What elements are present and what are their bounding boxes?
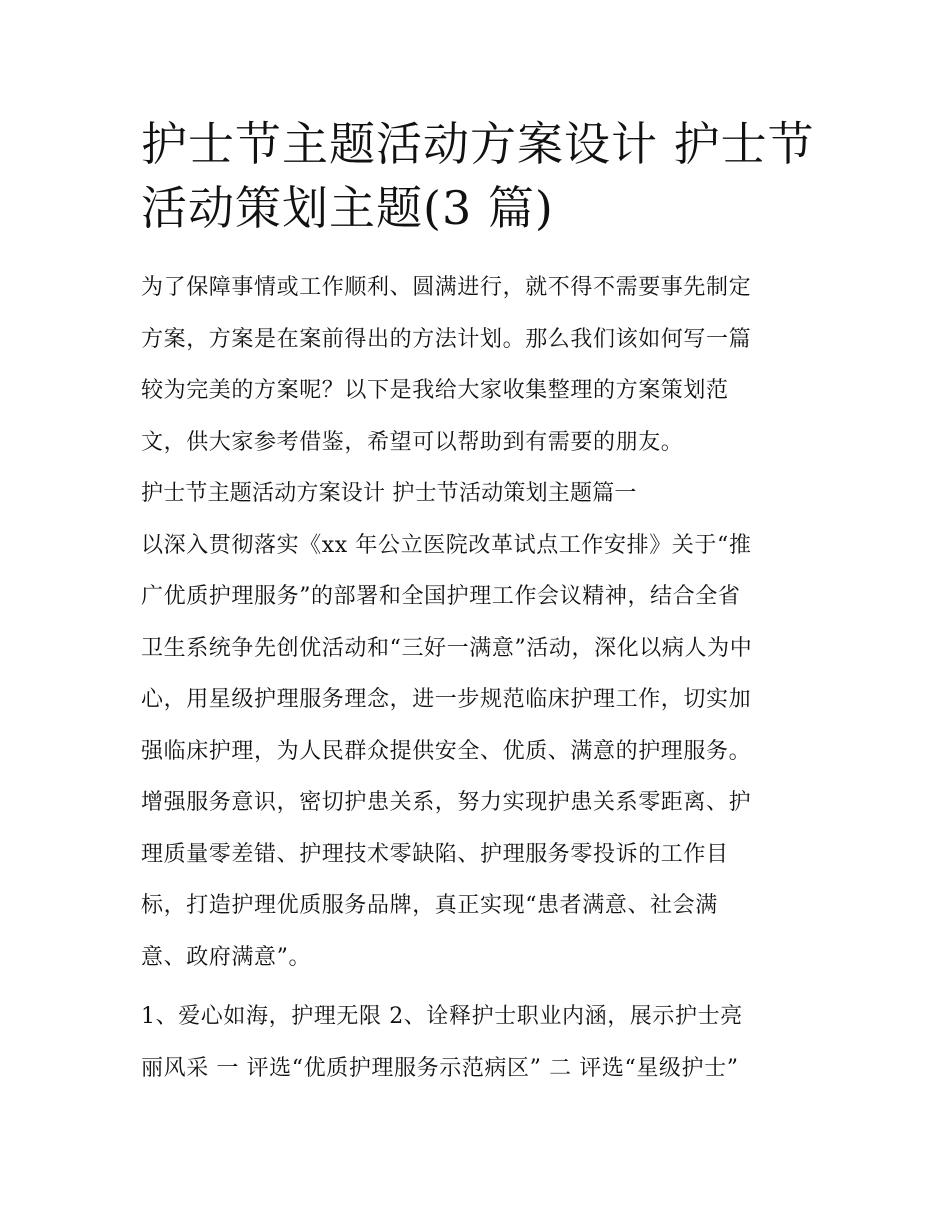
section-heading: 护士节主题活动方案设计 护士节活动策划主题篇一 <box>141 481 637 506</box>
document-content <box>141 112 821 1094</box>
body-line: 卫生系统争先创优活动和“三好一满意”活动，深化以病人为中 <box>141 635 753 661</box>
intro-line: 文，供大家参考借鉴，希望可以帮助到有需要的朋友。 <box>141 429 684 455</box>
body-line: 理质量零差错、护理技术零缺陷、护理服务零投诉的工作目 <box>141 841 729 867</box>
body-line: 意、政府满意”。 <box>141 944 312 970</box>
list-line: 丽风采 一 评选“优质护理服务示范病区” 二 评选“星级护士” <box>141 1055 739 1081</box>
list-line: 1、爱心如海，护理无限 2、诠释护士职业内涵，展示护士亮 <box>141 1004 743 1029</box>
document-title: 护士节主题活动方案设计 护士节活动策划主题(3 篇) <box>141 117 815 235</box>
activity-list <box>141 991 821 1094</box>
body-line: 标，打造护理优质服务品牌，真正实现“患者满意、社会满 <box>141 893 718 918</box>
body-line: 广优质护理服务”的部署和全国护理工作会议精神，结合全省 <box>141 584 741 609</box>
intro-line: 较为完美的方案呢？以下是我给大家收集整理的方案策划范 <box>141 378 729 403</box>
intro-line: 方案，方案是在案前得出的方法计划。那么我们该如何写一篇 <box>141 326 752 352</box>
intro-line: 为了保障事情或工作顺利、圆满进行，就不得不需要事先制定 <box>141 275 752 300</box>
intro-paragraph <box>141 262 821 468</box>
body-line: 以深入贯彻落实《xx 年公立医院改革试点工作安排》关于“推 <box>141 532 752 558</box>
body-line: 强临床护理，为人民群众提供安全、优质、满意的护理服务。 <box>141 738 752 764</box>
body-line: 心，用星级护理服务理念，进一步规范临床护理工作，切实加 <box>141 687 752 712</box>
body-paragraph <box>141 520 821 984</box>
body-line: 增强服务意识，密切护患关系，努力实现护患关系零距离、护 <box>141 790 752 815</box>
